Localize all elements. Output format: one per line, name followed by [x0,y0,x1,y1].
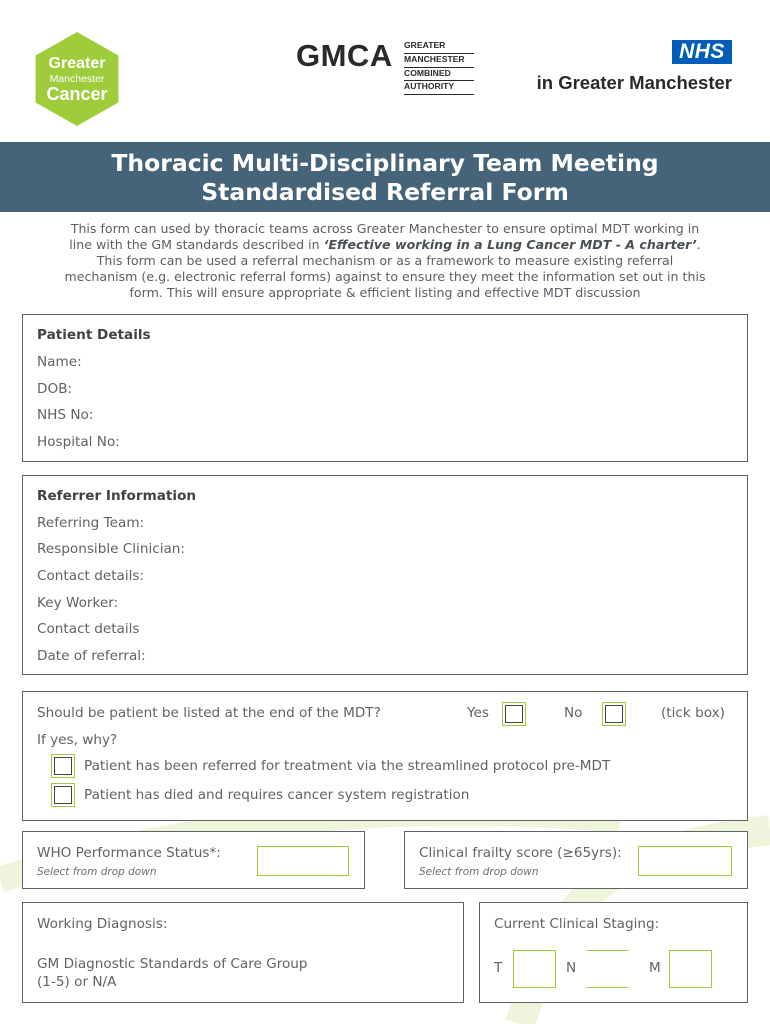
clinical-staging-label: Current Clinical Staging: [494,916,660,932]
key-worker-contact-field[interactable]: Contact details [37,621,140,637]
page-subtitle: Standardised Referral Form [201,178,569,206]
working-diagnosis-label[interactable]: Working Diagnosis: [37,916,168,932]
patient-dob-field[interactable]: DOB: [37,381,73,397]
cancer-registration-checkbox[interactable] [51,783,75,807]
logo-line-3: Cancer [46,84,108,104]
patient-details-heading: Patient Details [37,327,151,343]
page-title: Thoracic Multi-Disciplinary Team Meeting [111,149,659,177]
who-performance-section [22,831,365,889]
responsible-clinician-field[interactable]: Responsible Clinician: [37,541,186,557]
patient-nhs-no-field[interactable]: NHS No: [37,407,94,423]
patient-details-section [22,314,748,462]
intro-text-after: . This form can be used a referral mechanism or as a framework to measure existing referral mechanism (e.g. electronic referral forms) against to ensure they meet the information set out in this form. This will ensure appropriate & efficient listing and effective MDT discussion [64,237,706,301]
patient-name-field[interactable]: Name: [37,354,82,370]
greater-manchester-cancer-logo [32,32,122,126]
yes-label: Yes [467,705,489,721]
who-performance-dropdown[interactable] [257,846,349,876]
staging-m-label: M [649,960,661,976]
tick-box-hint: (tick box) [661,705,725,721]
gmca-line: MANCHESTER [404,54,474,68]
nhs-subtitle: in Greater Manchester [536,72,732,93]
logo-line-1: Greater [48,55,106,72]
clinical-staging-section [479,902,748,1003]
care-group-label-line-2: (1-5) or N/A [37,974,117,990]
clinical-frailty-hint: Select from drop down [419,866,539,878]
clinical-frailty-label: Clinical frailty score (≥65yrs): [419,845,622,861]
who-performance-label: WHO Performance Status*: [37,845,221,861]
key-worker-field[interactable]: Key Worker: [37,595,119,611]
patient-hospital-no-field[interactable]: Hospital No: [37,434,120,450]
gmca-line: AUTHORITY [404,81,474,95]
clinical-frailty-section [404,831,748,889]
staging-t-label: T [494,960,503,976]
intro-charter-reference: ‘Effective working in a Lung Cancer MDT - A charter’ [323,237,697,253]
gmca-acronym: GMCA [296,38,393,73]
mdt-listing-section [22,691,748,821]
referrer-information-heading: Referrer Information [37,488,197,504]
streamlined-protocol-checkbox[interactable] [51,754,75,778]
logo-line-2: Manchester [49,73,105,85]
listing-question: Should be patient be listed at the end of the MDT? [37,705,381,721]
staging-n-label: N [566,960,577,976]
staging-m-input[interactable] [669,950,712,988]
cancer-registration-label: Patient has died and requires cancer system registration [84,787,470,803]
staging-n-input[interactable] [586,950,629,988]
yes-checkbox[interactable] [502,702,526,726]
if-yes-why-label: If yes, why? [37,732,118,748]
contact-details-field[interactable]: Contact details: [37,568,145,584]
gmca-line: COMBINED [404,68,474,82]
intro-paragraph [62,221,708,301]
streamlined-protocol-label: Patient has been referred for treatment via the streamlined protocol pre-MDT [84,758,611,774]
nhs-logo: NHS [672,40,732,64]
clinical-frailty-dropdown[interactable] [638,846,732,876]
referring-team-field[interactable]: Referring Team: [37,515,145,531]
referrer-information-section [22,475,748,675]
working-diagnosis-section [22,902,464,1003]
date-of-referral-field[interactable]: Date of referral: [37,648,146,664]
staging-t-input[interactable] [513,950,556,988]
no-checkbox[interactable] [602,702,626,726]
no-label: No [564,705,583,721]
care-group-label-line-1[interactable]: GM Diagnostic Standards of Care Group [37,956,308,972]
who-performance-hint: Select from drop down [37,866,157,878]
gmca-line: GREATER [404,40,474,54]
intro-text-before: This form can used by thoracic teams across Greater Manchester to ensure optimal MDT working in line with the GM standards described in [69,221,700,253]
title-band [0,142,770,212]
